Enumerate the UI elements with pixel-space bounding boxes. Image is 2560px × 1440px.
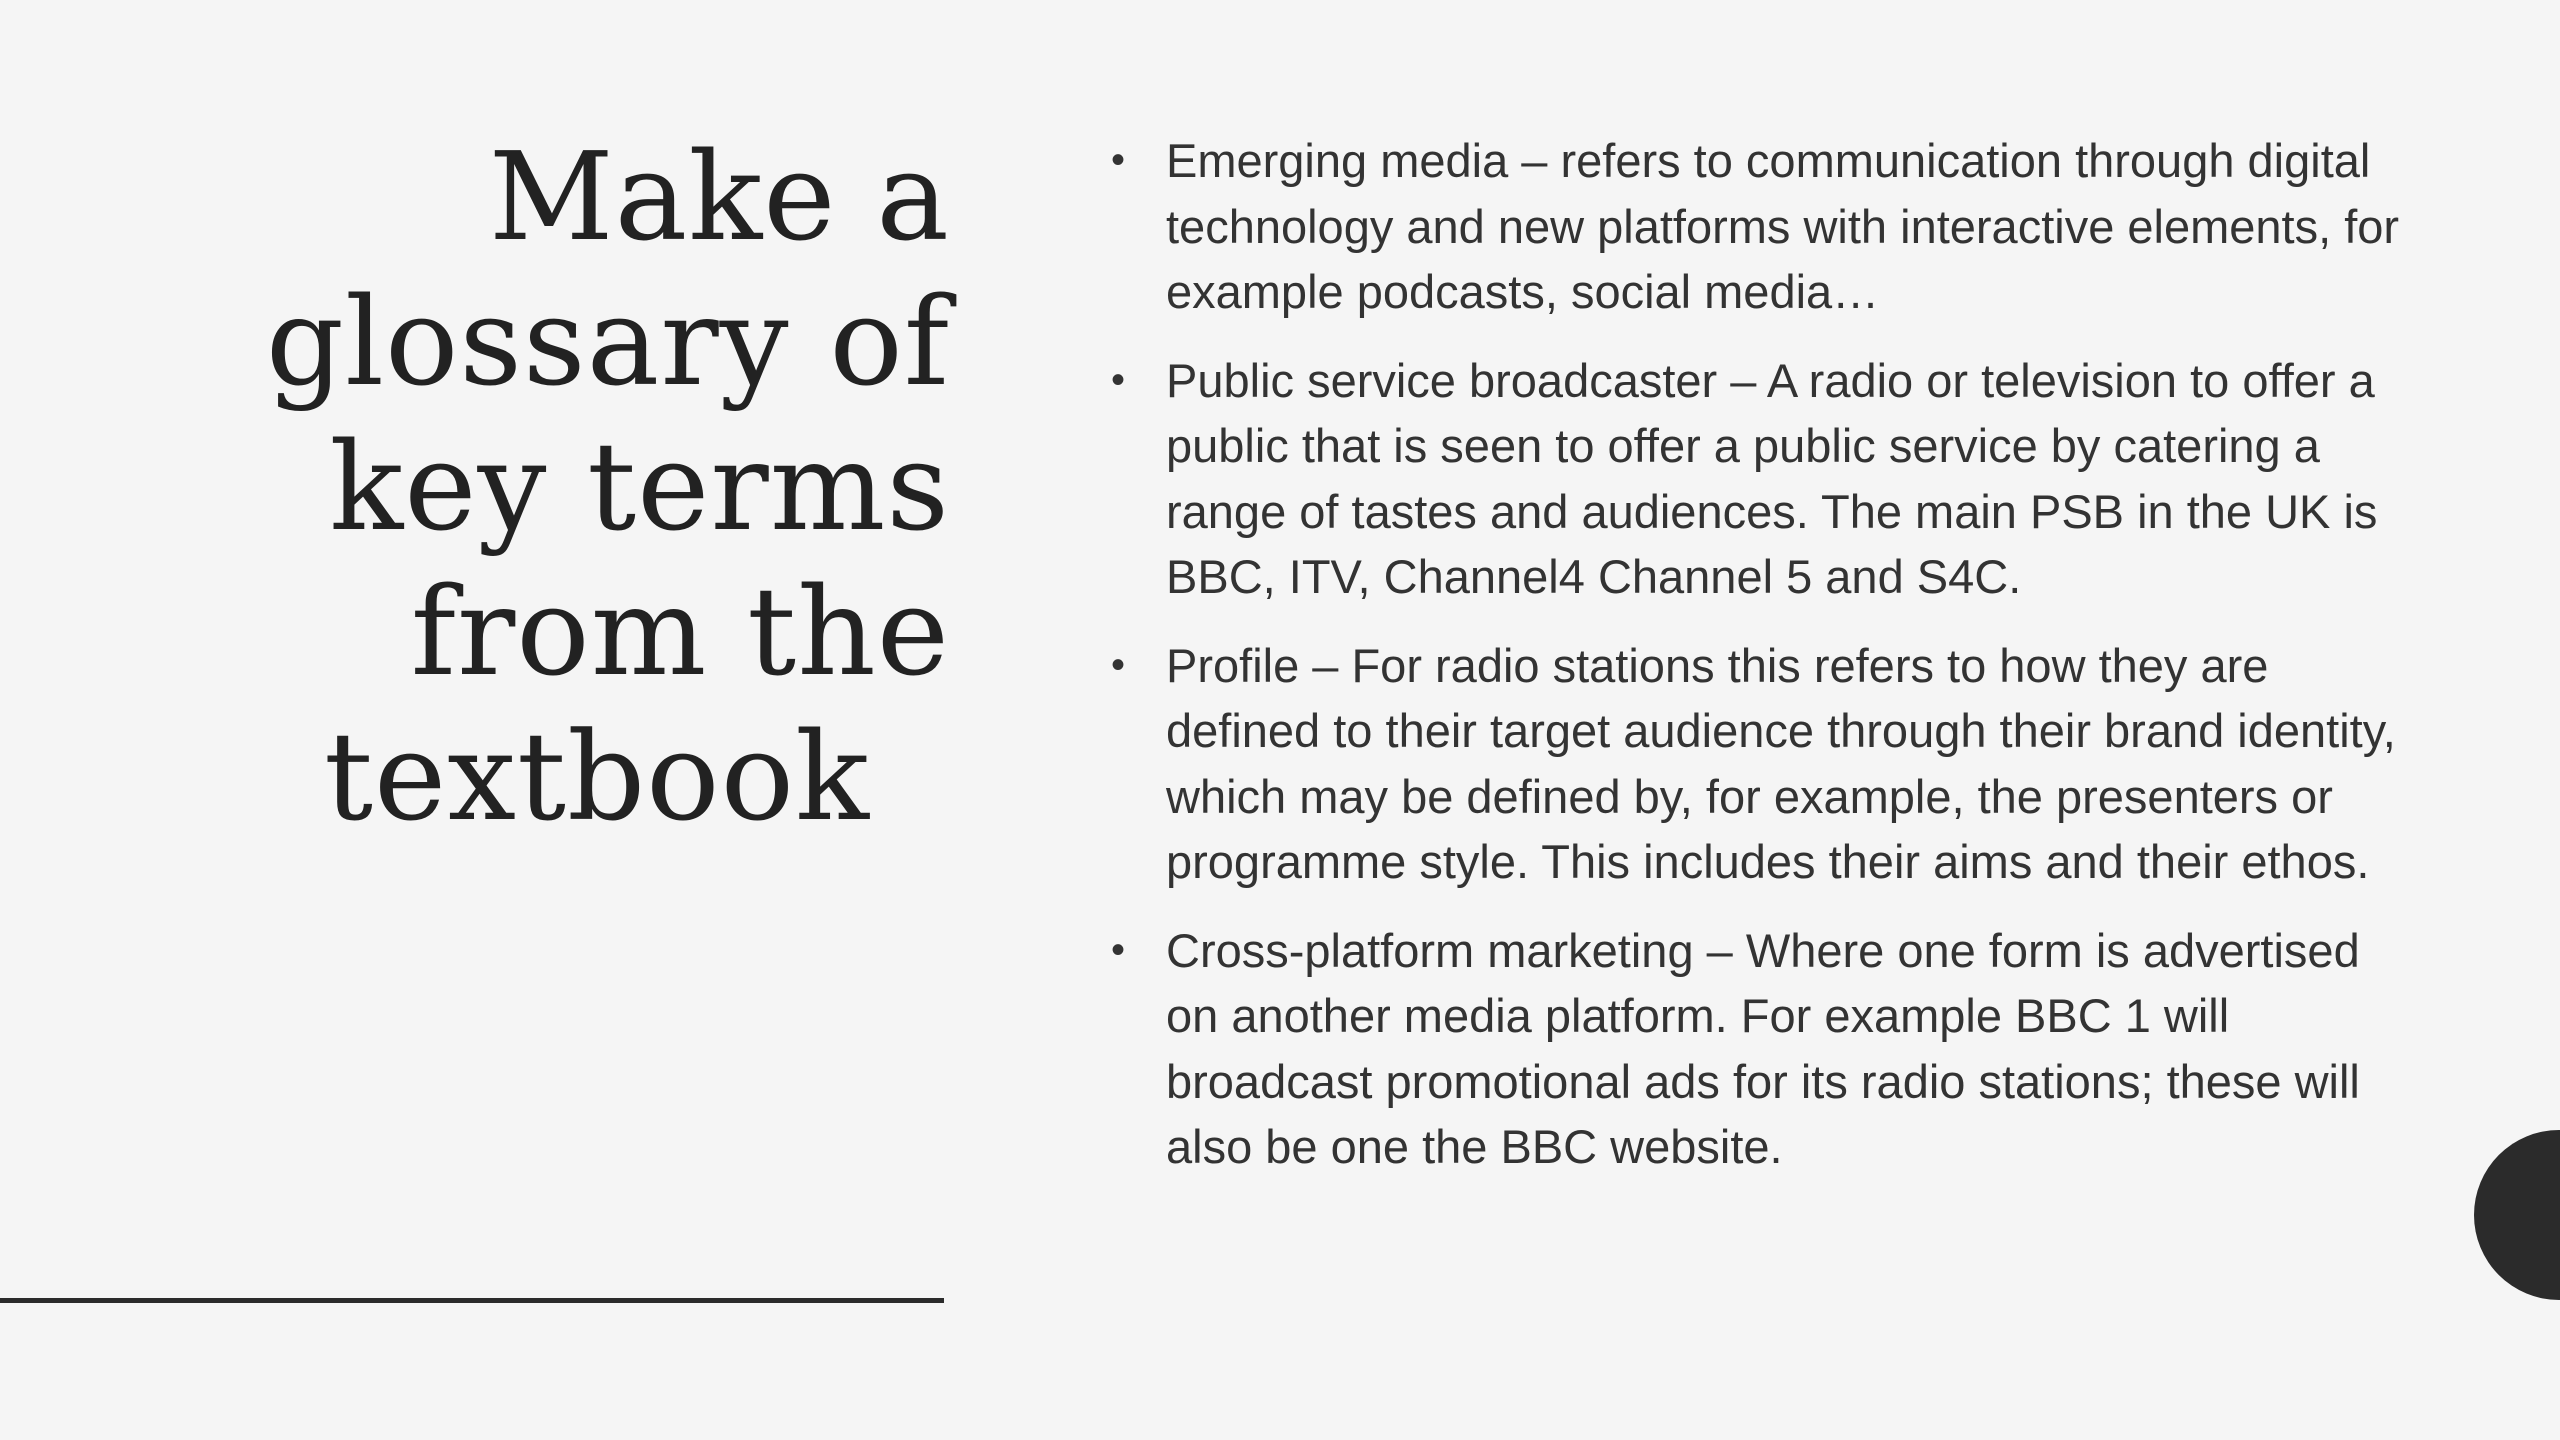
title-line: key terms [329, 416, 950, 558]
bullet-item [1108, 918, 2408, 1180]
glossary-bullet-list [1108, 128, 2408, 1203]
title-line: glossary of [265, 271, 950, 413]
bullet-dot-icon: • [1110, 927, 1125, 972]
bullet-item [1108, 128, 2408, 325]
bullet-item [1108, 348, 2408, 610]
bullet-text: Cross-platform marketing – Where one form is advertised on another media platform. For example BBC 1 will broadcast promotional ads for its radio stations; these will also be one the BBC website. [1166, 923, 2360, 1173]
title-line: Make a [488, 126, 950, 268]
title-underline-divider [0, 1298, 944, 1303]
bullet-text: Public service broadcaster – A radio or television to offer a public that is seen to offer a public service by catering a range of tastes and audiences. The main PSB in the UK is BBC, ITV, Channel4 Channel 5 and S4C. [1166, 353, 2378, 603]
bullet-dot-icon: • [1110, 138, 1125, 182]
decorative-circle [2474, 1130, 2560, 1300]
bullet-dot-icon: • [1110, 642, 1125, 687]
title-line: textbook [324, 706, 870, 848]
bullet-text: Emerging media – refers to communication through digital technology and new platforms with interactive elements, for example podcasts, social media… [1166, 134, 2400, 318]
title-line: from the [410, 561, 950, 703]
bullet-text: Profile – For radio stations this refers to how they are defined to their target audience through their brand identity, which may be defined by, for example, the presenters or programme style. This includes their aims and their ethos. [1166, 638, 2396, 888]
bullet-item [1108, 633, 2408, 895]
slide-title [180, 125, 950, 850]
bullet-dot-icon: • [1110, 357, 1125, 402]
